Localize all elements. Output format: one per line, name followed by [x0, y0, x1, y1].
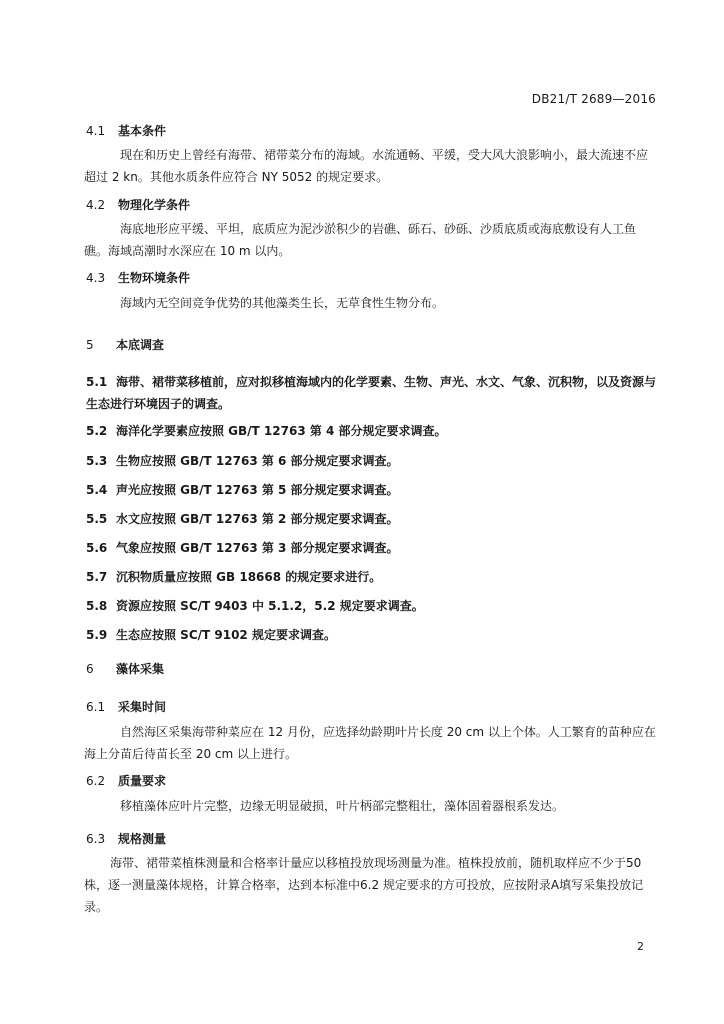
clause-number: 5.7 — [86, 570, 108, 584]
clause-5-6 — [86, 539, 399, 556]
heading-number: 6.2 — [86, 774, 106, 788]
clause-5-7 — [86, 568, 381, 585]
heading-number: 4.1 — [86, 124, 106, 138]
clause-5-4 — [86, 481, 399, 498]
clause-number: 5.9 — [86, 628, 108, 642]
document-id: DB21/T 2689—2016 — [531, 92, 656, 106]
clause-number: 5.5 — [86, 512, 108, 526]
clause-number: 5.1 — [86, 375, 108, 389]
heading-number: 6 — [86, 662, 94, 676]
heading-4-2 — [86, 196, 190, 213]
paragraph-6-2: 移植藻体应叶片完整，边缘无明显破损，叶片柄部完整粗壮，藻体固着器根系发达。 — [120, 799, 565, 813]
heading-number: 6.3 — [86, 832, 106, 846]
heading-5 — [86, 336, 164, 353]
clause-text: 生态应按照 SC/T 9102 规定要求调查。 — [116, 628, 336, 642]
clause-5-2 — [86, 422, 447, 439]
heading-number: 6.1 — [86, 700, 106, 714]
heading-title: 生物环境条件 — [118, 271, 191, 285]
clause-5-1 — [86, 371, 660, 415]
clause-text: 海带、裙带菜移植前，应对拟移植海域内的化学要素、生物、声光、水文、气象、沉积物，以及资源与生态进行环境因子的调查。 — [86, 375, 657, 411]
clause-text: 沉积物质量应按照 GB 18668 的规定要求进行。 — [116, 570, 382, 584]
heading-4-1 — [86, 122, 166, 139]
clause-number: 5.3 — [86, 454, 108, 468]
clause-text: 气象应按照 GB/T 12763 第 3 部分规定要求调查。 — [116, 541, 399, 555]
clause-number: 5.6 — [86, 541, 108, 555]
heading-6 — [86, 660, 164, 677]
heading-6-2 — [86, 772, 166, 789]
heading-title: 规格测量 — [118, 832, 167, 846]
paragraph-6-1: 自然海区采集海带种菜应在 12 月份，应选择幼龄期叶片长度 20 cm 以上个体。人工繁育的苗种应在海上分苗后待苗长至 20 cm 以上进行。 — [84, 725, 656, 761]
heading-4-3 — [86, 269, 190, 286]
clause-number: 5.2 — [86, 424, 108, 438]
page-number: 2 — [637, 940, 644, 953]
clause-5-3 — [86, 452, 399, 469]
clause-number: 5.4 — [86, 483, 108, 497]
heading-title: 藻体采集 — [116, 662, 165, 676]
heading-number: 4.2 — [86, 198, 106, 212]
heading-title: 物理化学条件 — [118, 198, 191, 212]
clause-5-5 — [86, 510, 399, 527]
heading-title: 采集时间 — [118, 700, 167, 714]
clause-text: 声光应按照 GB/T 12763 第 5 部分规定要求调查。 — [116, 483, 399, 497]
clause-text: 水文应按照 GB/T 12763 第 2 部分规定要求调查。 — [116, 512, 399, 526]
paragraph-6-3: 海带、裙带菜植株测量和合格率计量应以移植投放现场测量为准。植株投放前，随机取样应不少于50株，逐一测量藻体规格，计算合格率，达到本标准中6.2 规定要求的方可投放，应按附录A填写采集投放记录。 — [84, 856, 644, 914]
heading-6-3 — [86, 830, 166, 847]
paragraph-4-2: 海底地形应平缓、平坦，底质应为泥沙淤积少的岩礁、砾石、砂砾、沙质底质或海底敷设有人工鱼礁。海域高潮时水深应在 10 m 以内。 — [84, 222, 637, 258]
paragraph-4-3: 海域内无空间竞争优势的其他藻类生长，无草食性生物分布。 — [120, 296, 445, 310]
heading-number: 4.3 — [86, 271, 106, 285]
heading-number: 5 — [86, 338, 94, 352]
heading-title: 本底调查 — [116, 338, 165, 352]
clause-5-9 — [86, 626, 336, 643]
clause-number: 5.8 — [86, 599, 108, 613]
clause-text: 海洋化学要素应按照 GB/T 12763 第 4 部分规定要求调查。 — [116, 424, 447, 438]
clause-text: 生物应按照 GB/T 12763 第 6 部分规定要求调查。 — [116, 454, 399, 468]
clause-5-8 — [86, 597, 424, 614]
heading-6-1 — [86, 698, 166, 715]
paragraph-4-1: 现在和历史上曾经有海带、裙带菜分布的海域。水流通畅、平缓，受大风大浪影响小，最大流速不应超过 2 kn。其他水质条件应符合 NY 5052 的规定要求。 — [84, 148, 649, 184]
heading-title: 质量要求 — [118, 774, 167, 788]
clause-text: 资源应按照 SC/T 9403 中 5.1.2，5.2 规定要求调查。 — [116, 599, 424, 613]
heading-title: 基本条件 — [118, 124, 167, 138]
